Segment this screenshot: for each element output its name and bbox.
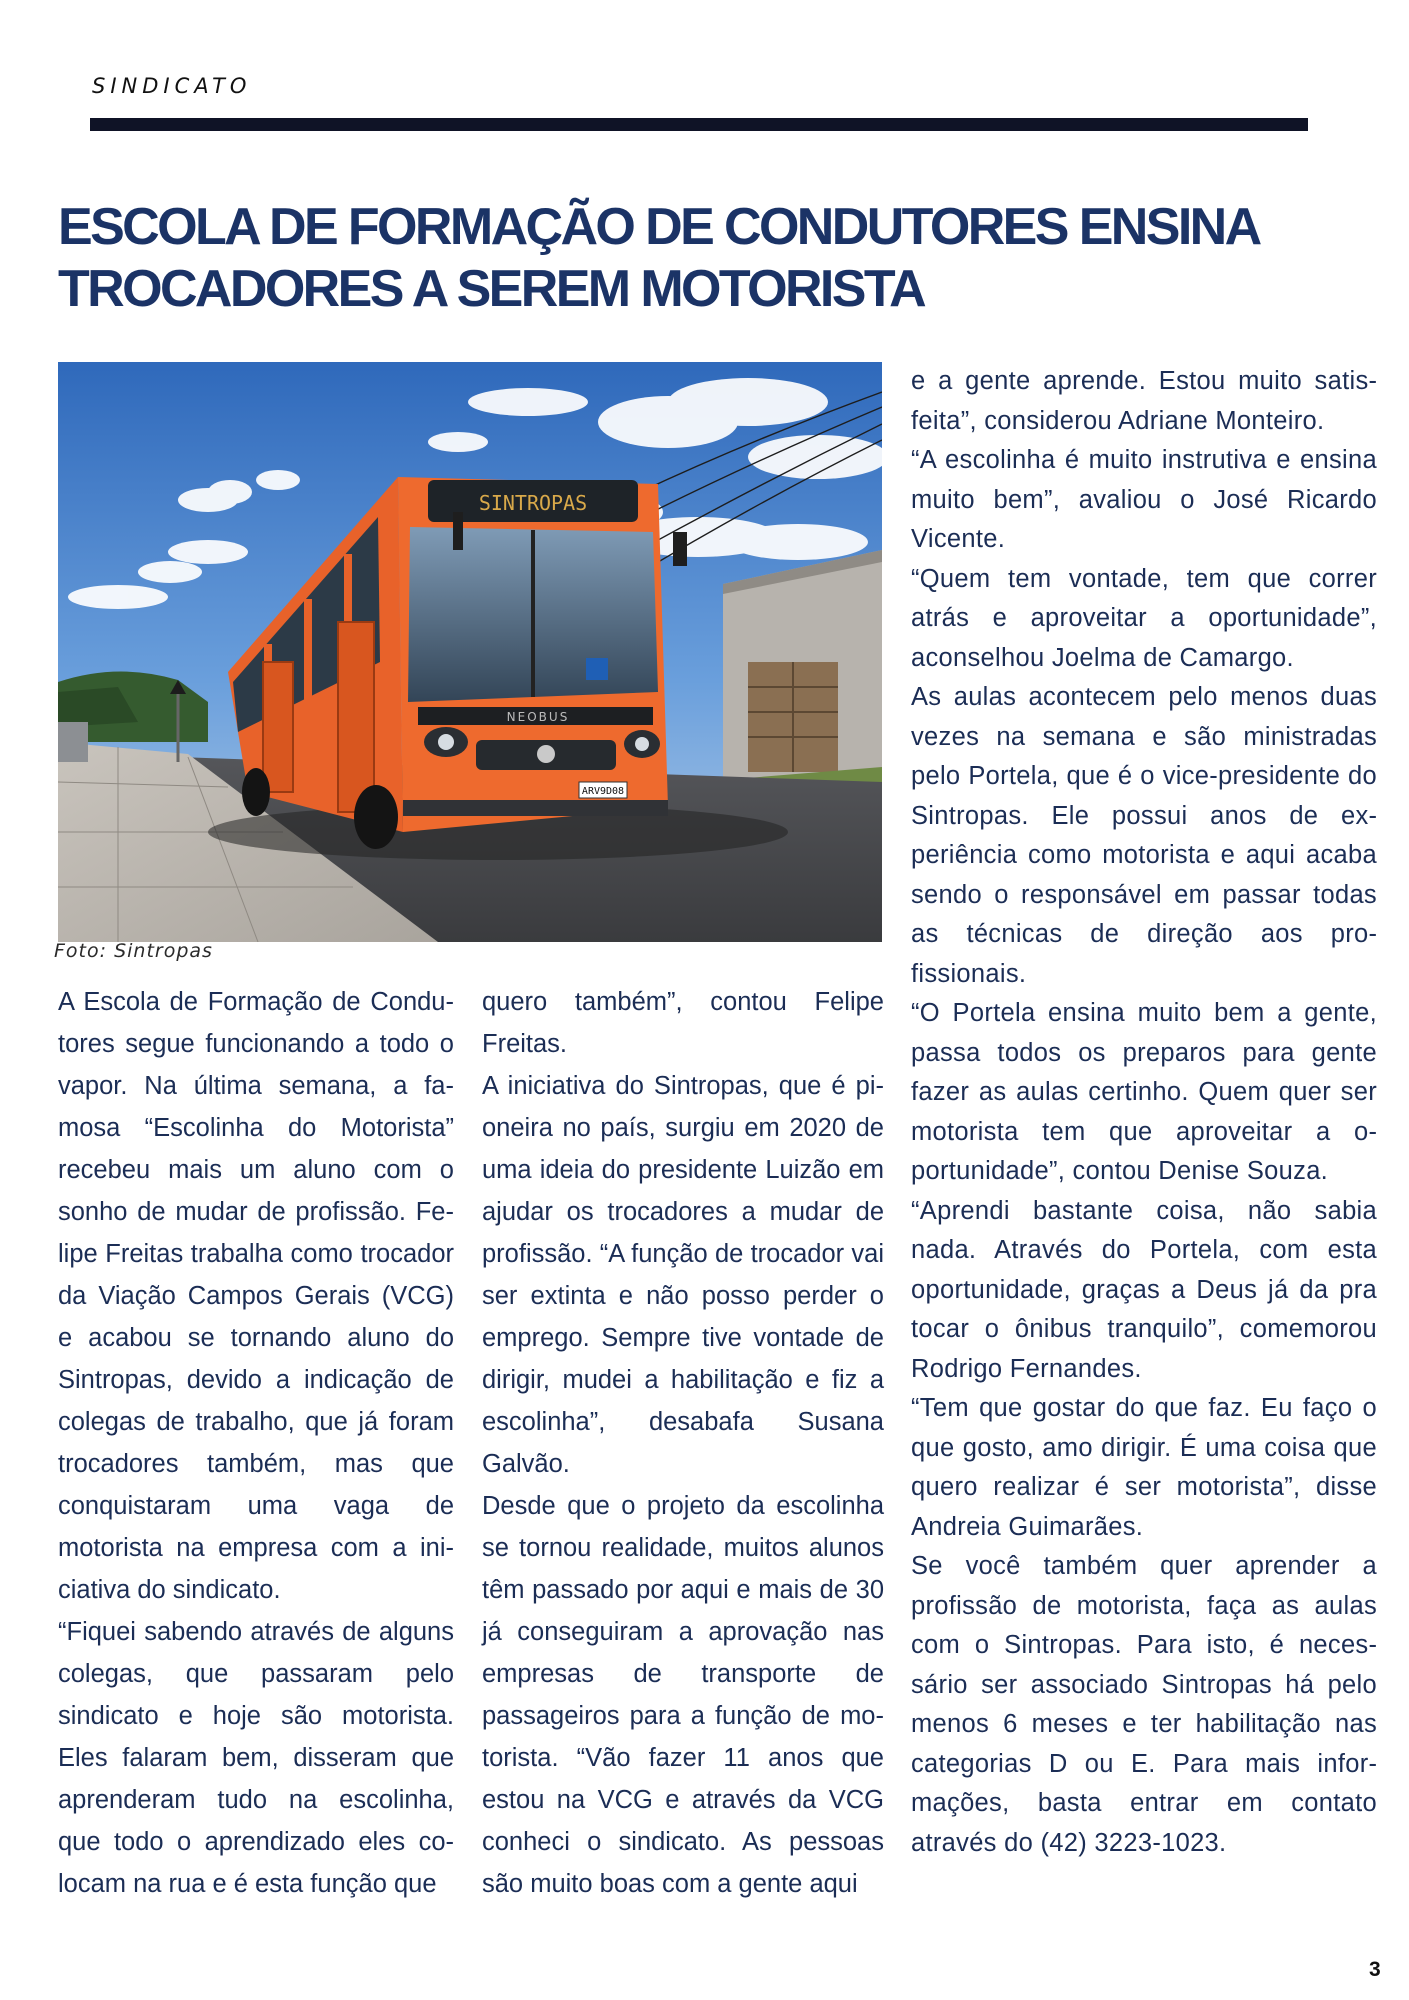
paragraph: “A escolinha é muito instrutiva e ensina muito bem”, avaliou o José Ricardo Vicente. (911, 446, 1377, 553)
paragraph: “Tem que gostar do que faz. Eu faço o que gosto, amo dirigir. É uma coisa que quero realizar é ser motorista”, disse Andreia Guimarães. (911, 1394, 1377, 1541)
article-title-line-1: ESCOLA DE FORMAÇÃO DE CONDUTORES ENSINA (58, 198, 1260, 256)
paragraph: Se você também quer aprender a profissão de motorista, faça as aulas com o Sintropas. Para isto, é necessário ser associado Sintropas há pelo menos 6 meses e ter habilitação nas categorias D ou E. Para mais informações, basta entrar em contato através do (42) 3223-1023. (911, 1552, 1377, 1857)
article-title (58, 196, 1358, 320)
page-number: 3 (1369, 1958, 1381, 1981)
article-column-3 (911, 362, 1377, 1863)
paragraph: As aulas acontecem pelo menos duas vezes na semana e são ministradas pelo Portela, que é o vice-presidente do Sintropas. Ele possui anos de experiência como motorista e aqui acaba sendo o responsável em passar todas as técnicas de direção aos profissionais. (911, 683, 1377, 988)
photo-caption: Foto: Sintropas (54, 940, 213, 962)
paragraph: “Fiquei sabendo através de alguns colegas, que passaram pelo sindicato e hoje são motorista. Eles falaram bem, disseram que aprenderam tudo na escolinha, que todo o aprendizado eles colocam na rua e é esta função que (58, 1618, 454, 1898)
paragraph: A Escola de Formação de Condutores segue funcionando a todo o vapor. Na última semana, a famosa “Escolinha do Motorista” recebeu mais um aluno com o sonho de mudar de profissão. Felipe Freitas trabalha como trocador da Viação Campos Gerais (VCG) e acabou se tornando aluno do Sintropas, devido a indicação de colegas de trabalho, que já foram trocadores também, mas que conquistaram uma vaga de motorista na empresa com a iniciativa do sindicato. (58, 988, 454, 1604)
article-column-1 (58, 981, 454, 1905)
destination-sign: SINTROPAS (478, 491, 588, 515)
section-label: SINDICATO (92, 74, 252, 98)
paragraph: “Quem tem vontade, tem que correr atrás e aproveitar a oportunidade”, aconselhou Joelma de Camargo. (911, 564, 1377, 672)
section-divider (90, 118, 1308, 131)
paragraph: “O Portela ensina muito bem a gente, passa todos os preparos para gente fazer as aulas certinho. Quem quer ser motorista tem que aproveitar a oportunidade”, contou Denise Souza. (911, 999, 1377, 1185)
article-photo (58, 362, 882, 942)
plate-number: ARV9D08 (581, 786, 625, 797)
paragraph: quero também”, contou Felipe Freitas. (482, 988, 884, 1058)
paragraph: “Aprendi bastante coisa, não sabia nada. Através do Portela, com esta oportunidade, graças a Deus já da pra tocar o ônibus tranquilo”, comemorou Rodrigo Fernandes. (911, 1196, 1377, 1383)
paragraph: Desde que o projeto da escolinha se tornou realidade, muitos alunos têm passado por aqui e mais de 30 já conseguiram a aprovação nas empresas de transporte de passageiros para a função de motorista. “Vão fazer 11 anos que estou na VCG e através da VCG conheci o sindicato. As pessoas são muito boas com a gente aqui (482, 1492, 884, 1898)
article-column-2 (482, 981, 884, 1905)
paragraph: e a gente aprende. Estou muito satisfeita”, considerou Adriane Monteiro. (911, 367, 1377, 435)
paragraph: A iniciativa do Sintropas, que é pioneira no país, surgiu em 2020 de uma ideia do presidente Luizão em ajudar os trocadores a mudar de profissão. “A função de trocador vai ser extinta e não posso perder o emprego. Sempre tive vontade de dirigir, mudei a habilitação e fiz a escolinha”, desabafa Susana Galvão. (482, 1072, 884, 1478)
bus-brand: NEOBUS (506, 710, 570, 724)
article-title-line-2: TROCADORES A SEREM MOTORISTA (58, 260, 925, 318)
